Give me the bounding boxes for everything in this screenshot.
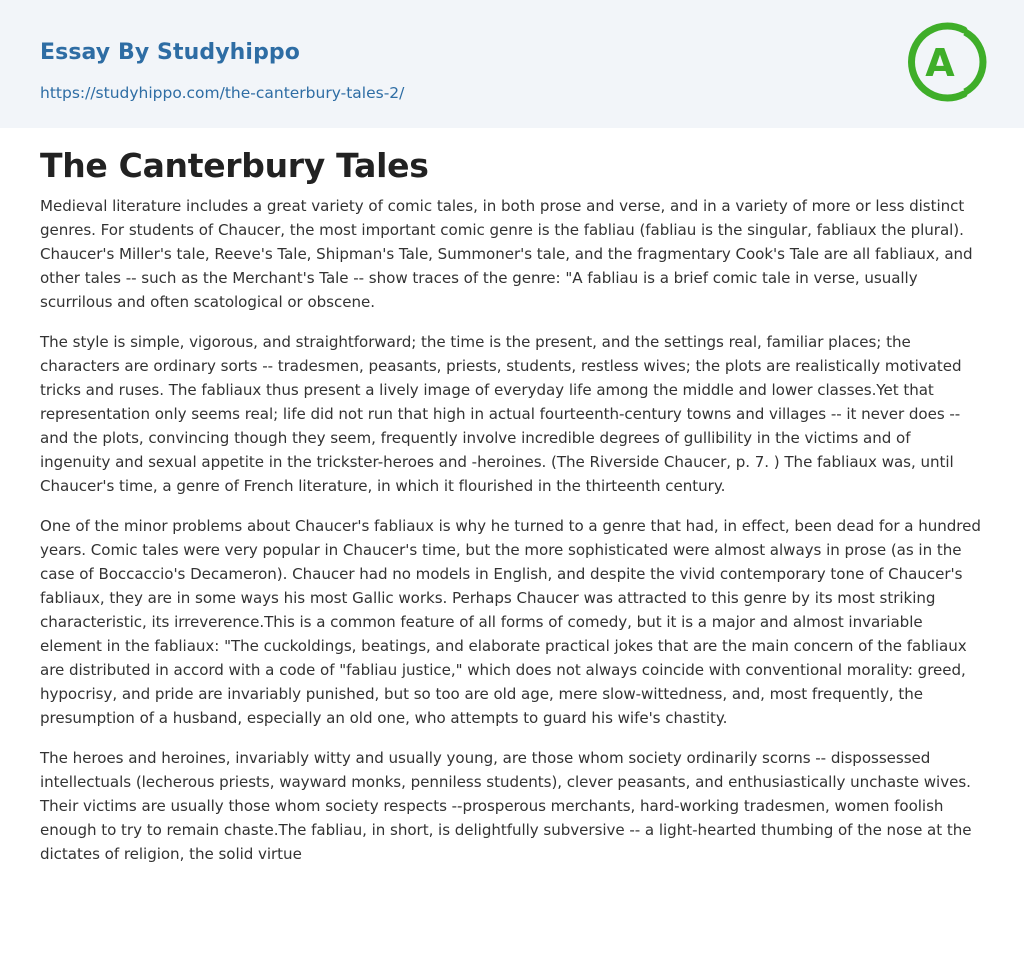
logo-letter: A [925, 41, 955, 85]
essay-url-link[interactable]: https://studyhippo.com/the-canterbury-tales-2/ [40, 84, 405, 102]
page-header [0, 0, 1024, 128]
article-paragraph: The style is simple, vigorous, and straightforward; the time is the present, and the settings real, familiar places; the characters are ordinary sorts -- tradesmen, peasants, priests, students, restless wives; the plots are realistically motivated tricks and ruses. The fabliaux thus present a lively image of everyday life among the middle and lower classes.Yet that representation only seems real; life did not run that high in actual fourteenth-century towns and villages -- it never does -- and the plots, convincing though they seem, frequently involve incredible degrees of gullibility in the victims and of ingenuity and sexual appetite in the trickster-heroes and -heroines. (The Riverside Chaucer, p. 7. ) The fabliaux was, until Chaucer's time, a genre of French literature, in which it flourished in the thirteenth century. [40, 333, 962, 495]
article-body [40, 194, 984, 882]
article-paragraph: The heroes and heroines, invariably witty and usually young, are those whom society ordinarily scorns -- dispossessed intellectuals (lecherous priests, wayward monks, penniless students), clever peasants, and enthusiastically unchaste wives. Their victims are usually those whom society respects --prosperous merchants, hard-working tradesmen, women foolish enough to try to remain chaste.The fabliau, in short, is delightfully subversive -- a light-hearted thumbing of the nose at the dictates of religion, the solid virtue [40, 749, 972, 863]
article-paragraph: One of the minor problems about Chaucer's fabliaux is why he turned to a genre that had, in effect, been dead for a hundred years. Comic tales were very popular in Chaucer's time, but the more sophisticated were almost always in prose (as in the case of Boccaccio's Decameron). Chaucer had no models in English, and despite the vivid contemporary tone of Chaucer's fabliaux, they are in some ways his most Gallic works. Perhaps Chaucer was attracted to this genre by its most striking characteristic, its irreverence.This is a common feature of all forms of comedy, but it is a major and almost invariable element in the fabliaux: "The cuckoldings, beatings, and elaborate practical jokes that are the main concern of the fabliaux are distributed in accord with a code of "fabliau justice," which does not always coincide with conventional morality: greed, hypocrisy, and pride are invariably punished, but so too are old age, mere slow-wittedness, and, most frequently, the presumption of a husband, especially an old one, who attempts to guard his wife's chastity. [40, 517, 981, 727]
studyhippo-logo-icon[interactable] [908, 18, 988, 106]
article-paragraph: Medieval literature includes a great variety of comic tales, in both prose and verse, and in a variety of more or less distinct genres. For students of Chaucer, the most important comic genre is the fabliau (fabliau is the singular, fabliaux the plural). Chaucer's Miller's tale, Reeve's Tale, Shipman's Tale, Summoner's tale, and the fragmentary Cook's Tale are all fabliaux, and other tales -- such as the Merchant's Tale -- show traces of the genre: "A fabliau is a brief comic tale in verse, usually scurrilous and often scatological or obscene. [40, 197, 973, 311]
article-title: The Canterbury Tales [40, 146, 429, 185]
site-brand[interactable]: Essay By Studyhippo [40, 40, 300, 65]
